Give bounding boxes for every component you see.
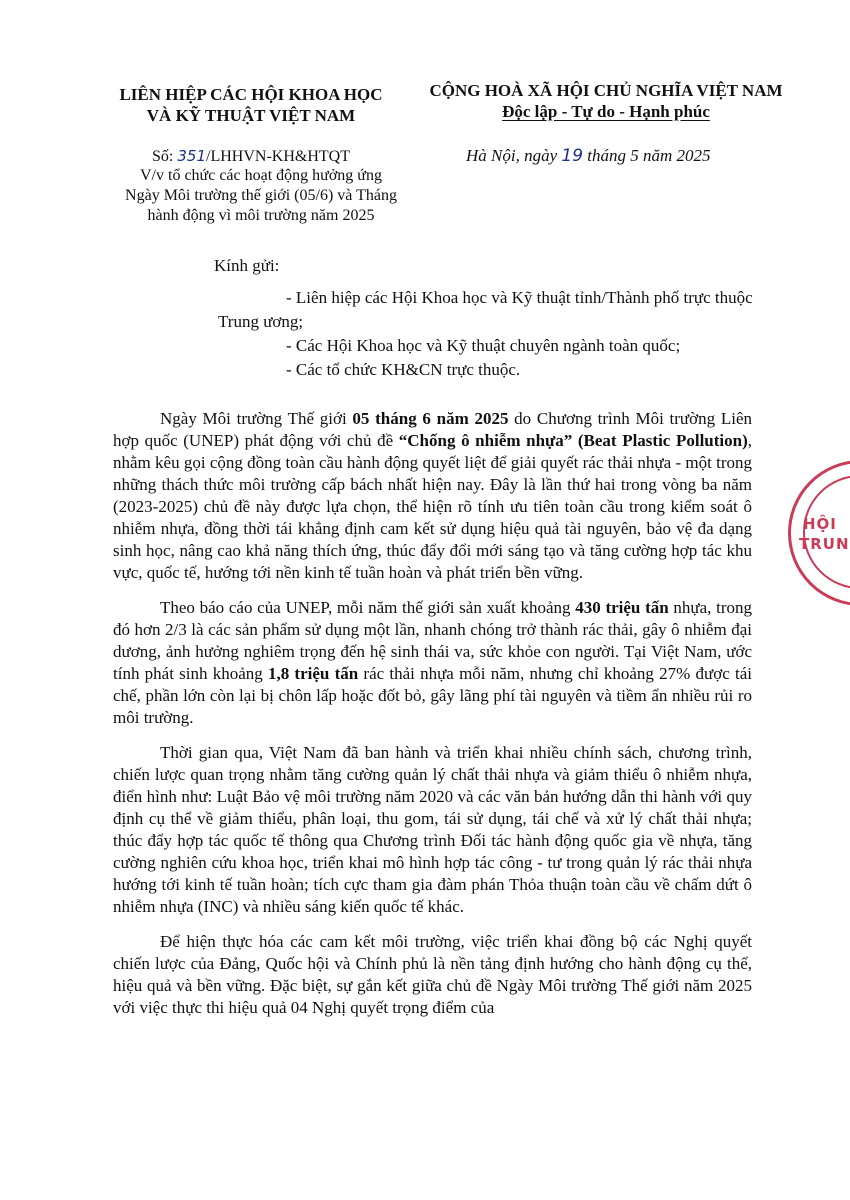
body-paragraph-2 (113, 597, 752, 729)
date-suffix: tháng 5 năm 2025 (583, 146, 711, 165)
theme-emphasis: “Chống ô nhiễm nhựa” (Beat Plastic Pollution) (398, 431, 748, 450)
salutation: Kính gửi: (214, 256, 280, 275)
letter-body (113, 408, 752, 1032)
official-seal (788, 460, 850, 606)
place-and-date (466, 146, 796, 166)
subject-line: V/v tổ chức các hoạt động hưởng ứng (140, 167, 382, 184)
issuer-name-line2: VÀ KỸ THUẬT VIỆT NAM (146, 106, 356, 125)
text-run: nhựa, trong đó hơn 2/3 là các sản phẩm sử dụng một lần, nhanh chóng trở thành rác thải, gây ô nhiễm đại dương, ảnh hưởng nghiêm trọng đến hệ sinh thái va, sức khỏe con người. Tại Việt Nam, ước tính phát sinh khoảng (113, 598, 753, 683)
recipient-list (218, 286, 758, 382)
recipient-item: - Liên hiệp các Hội Khoa học và Kỹ thuật tỉnh/Thành phố trực thuộc Trung ương; (218, 288, 753, 331)
document-subject (96, 166, 426, 226)
subject-line: Ngày Môi trường thế giới (05/6) và Tháng (125, 187, 397, 204)
text-run: Theo báo cáo của UNEP, mỗi năm thế giới sản xuất khoảng (160, 598, 576, 617)
event-date-emphasis: 05 tháng 6 năm 2025 (352, 409, 509, 428)
subject-line: hành động vì môi trường năm 2025 (147, 207, 375, 224)
document-number (96, 146, 406, 167)
vietnam-plastic-figure: 1,8 triệu tấn (267, 664, 359, 683)
issuer-header (96, 84, 406, 126)
national-header (428, 80, 784, 122)
country-title: CỘNG HOÀ XÃ HỘI CHỦ NGHĨA VIỆT NAM (429, 81, 783, 100)
global-plastic-figure: 430 triệu tấn (575, 598, 669, 617)
text-run: do Chương trình Môi trường Liên hợp quốc (UNEP) phát động với chủ đề (113, 409, 753, 450)
handwritten-day: 19 (561, 146, 584, 166)
seal-text: HỘI (803, 515, 837, 533)
date-prefix: Hà Nội, ngày (466, 146, 562, 165)
text-run: , nhằm kêu gọi cộng đồng toàn cầu hành động quyết liệt để giải quyết rác thải nhựa - một trong những thách thức môi trường cấp bách nhất hiện nay. Đây là lần thứ hai trong vòng ba năm (2023-2025) chủ đề này được lựa chọn, thể hiện rõ tính ưu tiên toàn cầu trong kiểm soát ô nhiễm nhựa, đồng thời tái khẳng định cam kết sử dụng hiệu quả tài nguyên, bảo vệ đa dạng sinh học, nâng cao khả năng thích ứng, thúc đẩy đổi mới sáng tạo và tăng cường hợp tác khu vực, quốc tế, hướng tới nền kinh tế tuần hoàn và phát triển bền vững. (113, 431, 752, 582)
recipient-item: - Các tổ chức KH&CN trực thuộc. (286, 360, 521, 379)
text-run: Ngày Môi trường Thế giới (160, 409, 353, 428)
document-number-prefix: Số: (152, 148, 178, 165)
recipient-item: - Các Hội Khoa học và Kỹ thuật chuyên ngành toàn quốc; (286, 336, 681, 355)
body-paragraph-3: Thời gian qua, Việt Nam đã ban hành và triển khai nhiều chính sách, chương trình, chiến lược quan trọng nhằm tăng cường quản lý chất thải nhựa và giảm thiểu ô nhiễm nhựa, điển hình như: Luật Bảo vệ môi trường năm 2020 và các văn bản hướng dẫn thi hành với quy định cụ thể về giảm thiểu, phân loại, thu gom, tái sử dụng, tái chế và xử lý chất thải nhựa; thúc đẩy hợp tác quốc tế thông qua Chương trình Đối tác hành động quốc gia về nhựa, tăng cường nghiên cứu khoa học, triển khai mô hình hợp tác công - tư trong quản lý rác thải nhựa hướng tới kinh tế tuần hoàn; tích cực tham gia đàm phán Thỏa thuận toàn cầu về chấm dứt ô nhiễm nhựa (INC) và nhiều sáng kiến quốc tế khác. (113, 743, 752, 916)
seal-text: TRUN (799, 535, 850, 553)
handwritten-number: 351 (177, 147, 206, 165)
document-number-suffix: /LHHVN-KH&HTQT (206, 148, 350, 165)
body-paragraph-1 (113, 408, 752, 584)
body-paragraph-4: Để hiện thực hóa các cam kết môi trường, việc triển khai đồng bộ các Nghị quyết chiến lược của Đảng, Quốc hội và Chính phủ là nền tảng định hướng cho hành động cụ thể, hiệu quả và bền vững. Đặc biệt, sự gắn kết giữa chủ đề Ngày Môi trường Thế giới năm 2025 với việc thực thi hiệu quả 04 Nghị quyết trọng điểm của (113, 932, 752, 1017)
text-run: rác thải nhựa mỗi năm, nhưng chỉ khoảng 27% được tái chế, phần lớn còn lại bị chôn lấp hoặc đốt bỏ, gây lãng phí tài nguyên và tiềm ẩn nhiều rủi ro môi trường. (113, 664, 752, 727)
issuer-name-line1: LIÊN HIỆP CÁC HỘI KHOA HỌC (119, 85, 383, 104)
national-motto: Độc lập - Tự do - Hạnh phúc (502, 102, 710, 121)
